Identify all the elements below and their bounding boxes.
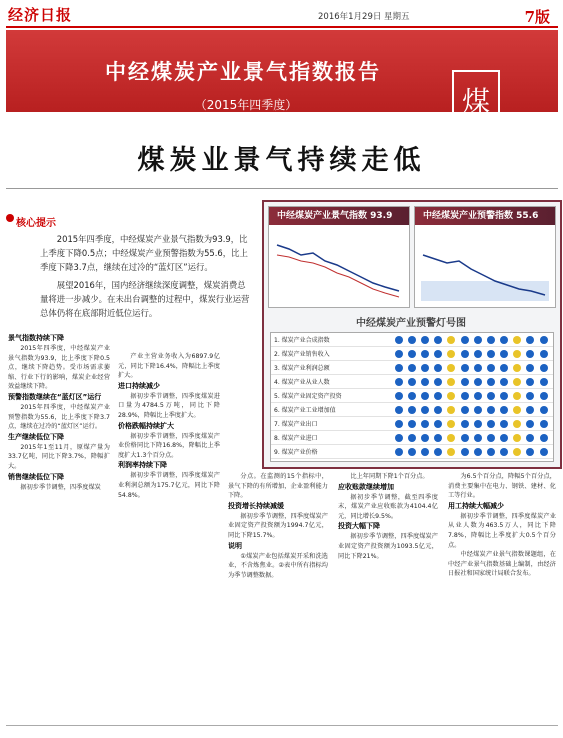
- section-text: 据初步季节调整，四季度煤炭产业价格同比下降16.8%，降幅比上季度扩大1.3个百分点。: [118, 432, 220, 459]
- signal-light: [540, 434, 548, 442]
- signal-light: [487, 336, 495, 344]
- signal-light: [513, 420, 521, 428]
- signal-light: [395, 378, 403, 386]
- signal-light: [461, 350, 469, 358]
- signal-light: [474, 378, 482, 386]
- section-text: 据初步季节调整，四季度煤炭产业固定资产投资额为1093.5亿元，同比下降21%。: [338, 533, 438, 560]
- section-text: 据初步季节调整，四季度煤炭产业利润总额为175.7亿元，同比下降54.8%。: [118, 472, 220, 499]
- signal-light: [395, 350, 403, 358]
- signal-light: [526, 364, 534, 372]
- signal-light: [513, 448, 521, 456]
- index-line-chart: [269, 225, 409, 305]
- signal-light: [434, 336, 442, 344]
- signal-light: [408, 336, 416, 344]
- warning-light-table: [270, 332, 554, 462]
- paper-name: 经济日报: [8, 6, 73, 24]
- signal-light: [421, 448, 429, 456]
- signal-light: [474, 420, 482, 428]
- signal-light: [540, 378, 548, 386]
- signal-light: [408, 420, 416, 428]
- signal-light: [461, 406, 469, 414]
- section-text: ①煤炭产业包括煤炭开采和洗选业，不含炼焦业。②表中所有指标均为季节调整数据。: [228, 552, 328, 579]
- text-column: [448, 472, 556, 579]
- signal-light: [500, 406, 508, 414]
- signal-light: [434, 392, 442, 400]
- warning-row: [271, 347, 553, 361]
- section-heading: 进口持续减少: [118, 381, 160, 390]
- signal-light: [434, 364, 442, 372]
- section-text: 2015年四季度，中经煤炭产业景气指数为93.9，比上季度下降0.5点，继续下降趋势。受市场需求萎缩、行业下行的影响，煤炭企业经营效益继续下降。: [8, 345, 110, 391]
- series-line: [277, 255, 399, 297]
- text-column: [8, 333, 110, 492]
- section-heading: 用工持续大幅减少: [448, 501, 504, 510]
- signal-light: [526, 350, 534, 358]
- signal-light: [447, 350, 455, 358]
- signal-light: [526, 336, 534, 344]
- section-text: 据初步季节调整，四季度煤炭: [20, 483, 101, 491]
- signal-light: [500, 420, 508, 428]
- section-heading: 景气指数持续下降: [8, 334, 64, 342]
- signal-light: [395, 434, 403, 442]
- signal-light: [395, 392, 403, 400]
- report-banner: [6, 30, 558, 118]
- signal-light: [408, 364, 416, 372]
- signal-light: [526, 420, 534, 428]
- signal-light: [474, 350, 482, 358]
- section-heading: 说明: [228, 541, 242, 550]
- signal-light: [408, 406, 416, 414]
- warning-row: [271, 389, 553, 403]
- signal-light: [500, 336, 508, 344]
- warning-row-label: 4. 煤炭产业从业人数: [274, 379, 330, 386]
- section-heading: 预警指数继续在“蓝灯区”运行: [8, 392, 102, 401]
- signal-light: [434, 378, 442, 386]
- signal-light: [408, 434, 416, 442]
- section-text: 据初步季节调整，四季度煤炭进口量为4784.5万吨，同比下降28.9%，降幅比上季度扩大。: [118, 392, 220, 419]
- masthead: [6, 4, 558, 28]
- signal-light: [513, 406, 521, 414]
- signal-light: [540, 350, 548, 358]
- signal-light: [395, 406, 403, 414]
- chart-title: 中经煤炭产业景气指数 93.9: [269, 207, 409, 225]
- section-heading: 利润率持续下降: [118, 461, 167, 470]
- signal-light: [500, 378, 508, 386]
- warning-row-label: 1. 煤炭产业合成指数: [274, 337, 330, 344]
- signal-light: [487, 364, 495, 372]
- tips-body: [40, 232, 250, 320]
- signal-light: [408, 392, 416, 400]
- signal-light: [540, 420, 548, 428]
- signal-light: [421, 434, 429, 442]
- signal-light: [540, 336, 548, 344]
- signal-light: [421, 420, 429, 428]
- warning-row-label: 5. 煤炭产业固定资产投资: [274, 393, 342, 400]
- warning-row: [271, 375, 553, 389]
- warning-row-label: 2. 煤炭产业销售收入: [274, 351, 330, 358]
- signal-light: [421, 378, 429, 386]
- signal-light: [421, 392, 429, 400]
- warning-line-chart: [415, 225, 555, 305]
- warning-row-label: 7. 煤炭产业出口: [274, 421, 318, 428]
- section-text: 2015年四季度，中经煤炭产业预警指数为55.6，比上季度下降3.7点，继续在过冷的“蓝灯区”运行。: [8, 403, 110, 431]
- signal-light: [540, 406, 548, 414]
- signal-light: [395, 420, 403, 428]
- banner-subtitle: （2015年四季度）: [194, 98, 298, 112]
- section-heading: 价格跌幅持续扩大: [118, 421, 174, 430]
- signal-light: [474, 364, 482, 372]
- signal-light: [421, 350, 429, 358]
- section-text: 据初步季节调整，截至四季度末，煤炭产业应收账款为4104.4亿元，同比增长9.5%。: [338, 493, 438, 520]
- signal-light: [540, 448, 548, 456]
- bullet-icon: [6, 214, 14, 222]
- signal-light: [461, 448, 469, 456]
- banner-title: 中经煤炭产业景气指数报告: [105, 60, 381, 84]
- signal-light: [487, 434, 495, 442]
- signal-light: [395, 364, 403, 372]
- signal-light: [434, 448, 442, 456]
- signal-light: [500, 434, 508, 442]
- signal-light: [526, 406, 534, 414]
- section-text: 比上年同期下降1个百分点。: [350, 473, 429, 480]
- signal-light: [487, 392, 495, 400]
- signal-light: [434, 350, 442, 358]
- section-text: 分点。在监测的15个指标中，景气下降的有所增加，企业盈利能力下降。: [228, 473, 328, 500]
- signal-light: [474, 434, 482, 442]
- signal-light: [408, 448, 416, 456]
- text-column: [338, 472, 438, 561]
- signal-light: [447, 420, 455, 428]
- signal-light: [513, 392, 521, 400]
- series-line: [277, 245, 399, 291]
- signal-light: [513, 336, 521, 344]
- section-text: 产业主营业务收入为6897.9亿元，同比下降16.4%，降幅比上季度扩大。: [118, 353, 220, 380]
- signal-light: [526, 378, 534, 386]
- signal-light: [421, 406, 429, 414]
- signal-light: [487, 406, 495, 414]
- warning-table-title: 中经煤炭产业预警灯号图: [356, 318, 466, 329]
- warning-row: [271, 431, 553, 445]
- signal-light: [434, 406, 442, 414]
- signal-light: [461, 336, 469, 344]
- signal-light: [500, 364, 508, 372]
- section-text: 为6.5个百分点，降幅5个百分点，消费主要集中在电力、钢铁、建材、化工等行业。: [448, 473, 556, 500]
- signal-light: [474, 336, 482, 344]
- tips-paragraph: 展望2016年，国内经济继续深度调整，煤炭消费总量将进一步减少。在未出台调整的过程中，煤炭行业运营总体仍将在底部附近低位运行。: [40, 280, 250, 318]
- text-column: [118, 352, 220, 500]
- signal-light: [447, 392, 455, 400]
- signal-light: [513, 350, 521, 358]
- signal-light: [447, 448, 455, 456]
- signal-light: [461, 392, 469, 400]
- signal-light: [447, 336, 455, 344]
- signal-light: [513, 364, 521, 372]
- section-heading: 销售继续低位下降: [8, 472, 64, 481]
- signal-light: [513, 378, 521, 386]
- signal-light: [395, 336, 403, 344]
- warning-row: [271, 417, 553, 431]
- section-heading: 应收账款继续增加: [338, 482, 394, 491]
- signal-light: [487, 378, 495, 386]
- warning-chart: [414, 206, 556, 308]
- warning-row: [271, 333, 553, 347]
- warning-row-label: 3. 煤炭产业利润总额: [274, 365, 330, 372]
- chart-title: 中经煤炭产业预警指数 55.6: [415, 207, 555, 225]
- section-heading: 投资大幅下降: [338, 522, 380, 531]
- signal-light: [408, 350, 416, 358]
- tips-heading: 核心提示: [16, 218, 56, 229]
- signal-light: [421, 364, 429, 372]
- signal-light: [540, 392, 548, 400]
- warning-row-label: 6. 煤炭产业工业增加值: [274, 407, 336, 414]
- issue-date: 2016年1月29日 星期五: [318, 12, 410, 22]
- warning-row: [271, 445, 553, 459]
- signal-light: [500, 448, 508, 456]
- signal-light: [461, 434, 469, 442]
- warning-row-label: 8. 煤炭产业进口: [274, 435, 318, 442]
- warning-row-label: 9. 煤炭产业价格: [274, 449, 318, 456]
- text-column: [228, 472, 328, 580]
- signal-light: [526, 392, 534, 400]
- footer-rule: [6, 725, 558, 726]
- signal-light: [487, 448, 495, 456]
- page-number: 7版: [524, 8, 550, 26]
- signal-light: [526, 434, 534, 442]
- signal-light: [447, 378, 455, 386]
- warning-row: [271, 403, 553, 417]
- signal-light: [500, 392, 508, 400]
- signal-light: [434, 434, 442, 442]
- signal-light: [461, 378, 469, 386]
- section-text: 据初步季节调整，四季度煤炭产业从业人数为463.5万人，同比下降7.8%，降幅比上季度扩大0.5个百分点。: [448, 512, 556, 549]
- signal-light: [526, 448, 534, 456]
- signal-light: [408, 378, 416, 386]
- signal-light: [461, 420, 469, 428]
- warning-row: [271, 361, 553, 375]
- signal-light: [447, 406, 455, 414]
- coal-stamp-logo: 煤: [452, 70, 500, 134]
- divider: [6, 188, 558, 189]
- signal-light: [474, 448, 482, 456]
- signal-light: [395, 448, 403, 456]
- chart-panel: [262, 200, 562, 469]
- tips-paragraph: 2015年四季度，中经煤炭产业景气指数为93.9，比上季度下降0.5点；中经煤炭产业预警指数为55.6，比上季度下降3.7点，继续在过冷的“蓝灯区”运行。: [40, 234, 248, 272]
- headline: 煤炭业景气持续走低: [137, 145, 426, 176]
- signal-light: [461, 364, 469, 372]
- section-text: 据初步季节调整，四季度煤炭产业固定资产投资额为1994.7亿元，同比下降15.7%。: [228, 512, 328, 539]
- signal-light: [474, 392, 482, 400]
- signal-light: [447, 434, 455, 442]
- signal-light: [513, 434, 521, 442]
- signal-light: [434, 420, 442, 428]
- section-text: 中经煤炭产业景气指数课题组，在中经产业景气指数基础上编制，由经济日报社和国家统计局联合发布。: [448, 551, 556, 578]
- signal-light: [474, 406, 482, 414]
- signal-light: [421, 336, 429, 344]
- index-chart: [268, 206, 410, 308]
- signal-light: [487, 350, 495, 358]
- section-heading: 生产继续低位下降: [8, 432, 64, 441]
- signal-light: [487, 420, 495, 428]
- section-text: 2015年1至11月，原煤产量为33.7亿吨，同比下降3.7%，降幅扩大。: [8, 443, 110, 470]
- signal-light: [447, 364, 455, 372]
- section-heading: 投资增长持续减缓: [228, 501, 284, 510]
- signal-light: [540, 364, 548, 372]
- signal-light: [500, 350, 508, 358]
